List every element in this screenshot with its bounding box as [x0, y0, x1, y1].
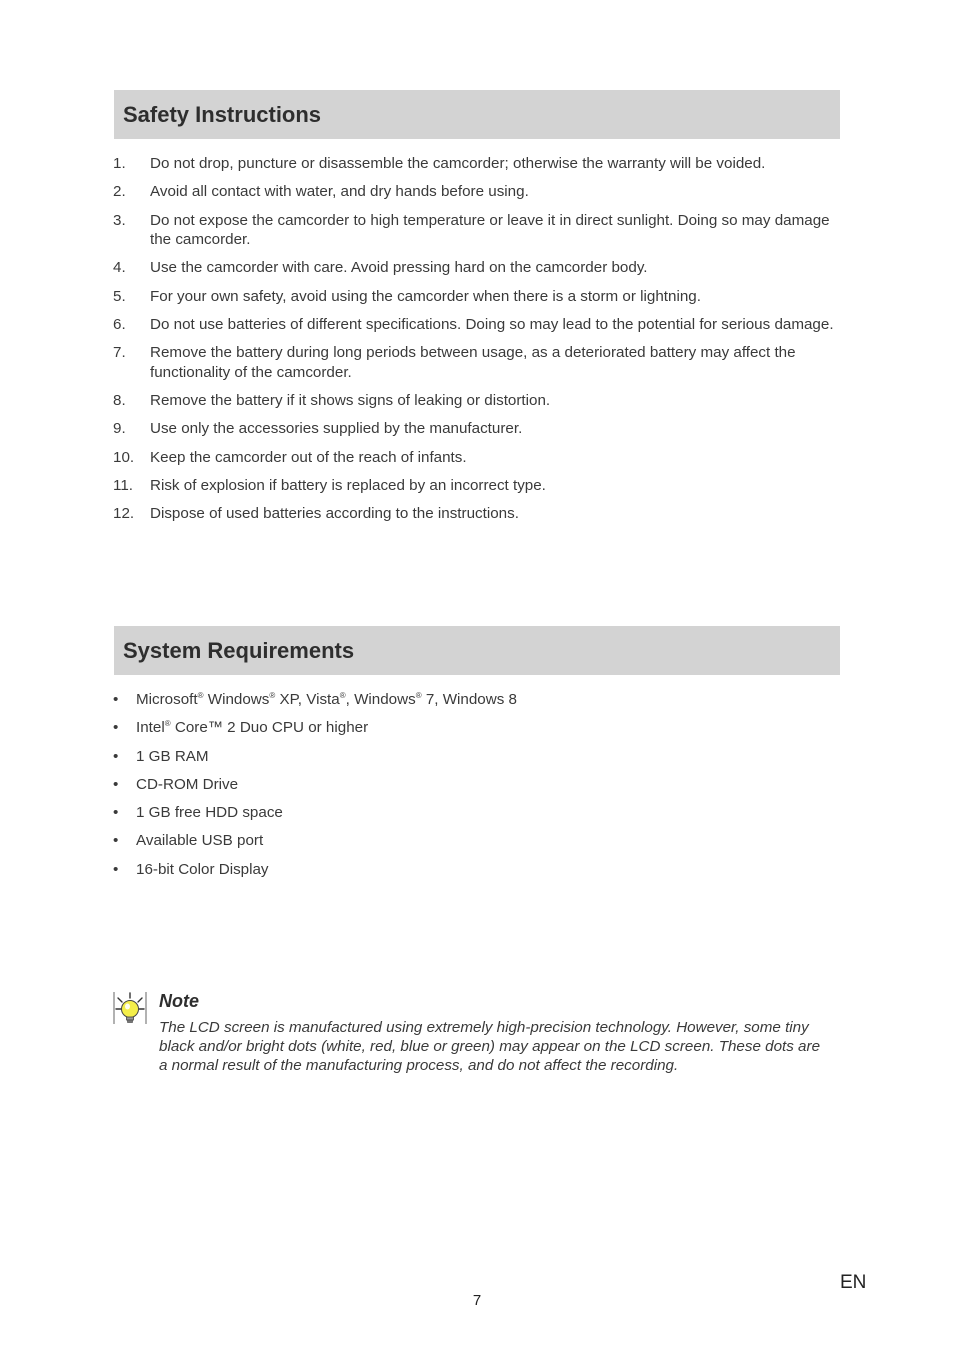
registered-mark: ®: [269, 691, 276, 700]
safety-instructions-header: [114, 90, 840, 139]
item-number: 12.: [113, 505, 135, 523]
registered-mark: ®: [164, 719, 171, 729]
item-text: Avoid all contact with water, and dry hands before using.: [150, 183, 529, 201]
list-item: [113, 258, 838, 278]
item-number: 8.: [113, 392, 126, 410]
safety-instructions-title: Safety Instructions: [123, 102, 322, 127]
bullet: •: [113, 860, 119, 878]
bullet: •: [113, 832, 119, 850]
item-number: 2.: [113, 183, 126, 201]
bullet: •: [113, 804, 119, 822]
registered-mark: ®: [197, 691, 204, 700]
list-item: [113, 775, 838, 795]
language-label: EN: [840, 1272, 867, 1293]
os-windows-2: , Windows: [345, 691, 416, 708]
item-number: 11.: [113, 476, 133, 494]
item-text: Remove the battery if it shows signs of leaking or distortion.: [150, 392, 551, 410]
list-item: [113, 803, 838, 823]
item-text: Do not drop, puncture or disassemble the camcorder; otherwise the warranty will be voided.: [150, 155, 766, 172]
item-text: For your own safety, avoid using the camcorder when there is a storm or lightning.: [150, 287, 701, 305]
list-item: [113, 315, 838, 335]
bullet: •: [113, 719, 119, 737]
item-text: 1 GB RAM: [136, 747, 209, 765]
item-text: Dispose of used batteries according to the instructions.: [150, 505, 519, 523]
os-xp-vista: XP, Vista: [275, 691, 340, 708]
list-item: [113, 747, 838, 767]
item-number: 1.: [113, 155, 126, 172]
bullet: •: [113, 747, 119, 765]
item-number: 3.: [113, 211, 126, 229]
item-text: 1 GB free HDD space: [136, 804, 283, 822]
page-number: 7: [472, 1292, 482, 1309]
list-item: [113, 831, 838, 851]
os-microsoft: Microsoft: [136, 691, 198, 708]
item-number: 9.: [113, 420, 126, 438]
item-number: 6.: [113, 315, 126, 333]
bullet: •: [113, 775, 119, 793]
registered-mark: ®: [339, 691, 346, 700]
os-windows: Windows: [203, 691, 270, 708]
list-item: [113, 504, 838, 524]
item-text: 16-bit Color Display: [136, 860, 269, 878]
item-number: 7.: [113, 344, 126, 362]
item-text: Do not use batteries of different specifications. Doing so may lead to the potential for serious damage.: [150, 315, 834, 333]
item-text: Use only the accessories supplied by the manufacturer.: [150, 420, 523, 438]
item-text: Available USB port: [136, 832, 264, 850]
list-item: [113, 476, 838, 496]
item-text: Remove the battery during long periods between usage, as a deteriorated battery may affect the functionality of the camcorder.: [150, 344, 796, 381]
cpu-rest: Core™ 2 Duo CPU or higher: [170, 719, 369, 737]
note-title: Note: [159, 991, 199, 1011]
item-text: Keep the camcorder out of the reach of infants.: [150, 448, 467, 466]
list-item: [113, 860, 838, 880]
list-item: [113, 690, 838, 710]
list-item: [113, 343, 838, 382]
item-number: 4.: [113, 259, 126, 277]
system-requirements-title: System Requirements: [123, 638, 355, 663]
item-text: Risk of explosion if battery is replaced by an incorrect type.: [150, 476, 546, 494]
item-text: CD-ROM Drive: [136, 775, 239, 793]
lightbulb-icon: [113, 991, 147, 1025]
system-requirements-header: [114, 626, 840, 675]
item-number: 10.: [113, 448, 135, 466]
item-number: 5.: [113, 287, 126, 305]
list-item: [113, 718, 838, 738]
list-item: [113, 391, 838, 411]
list-item: [113, 419, 838, 439]
list-item: [113, 448, 838, 468]
system-requirements-list: [113, 690, 838, 888]
list-item: [113, 182, 838, 202]
bullet: •: [113, 691, 119, 708]
item-text: Do not expose the camcorder to high temperature or leave it in direct sunlight. Doing so may damage the camcorder.: [150, 211, 830, 249]
list-item: [113, 211, 838, 250]
list-item: [113, 154, 838, 174]
cpu-intel: Intel: [136, 719, 165, 737]
safety-instructions-list: [113, 154, 838, 533]
note-body: The LCD screen is manufactured using extremely high-precision technology. However, some tiny black and/or bright dots (white, red, blue or green) may appear on the LCD screen. These dots are a normal result of the manufacturing process, and do not affect the recording.: [159, 1019, 821, 1074]
list-item: [113, 287, 838, 307]
registered-mark: ®: [415, 691, 422, 700]
item-text: Use the camcorder with care. Avoid pressing hard on the camcorder body.: [150, 259, 648, 277]
os-rest: 7, Windows 8: [421, 691, 517, 708]
